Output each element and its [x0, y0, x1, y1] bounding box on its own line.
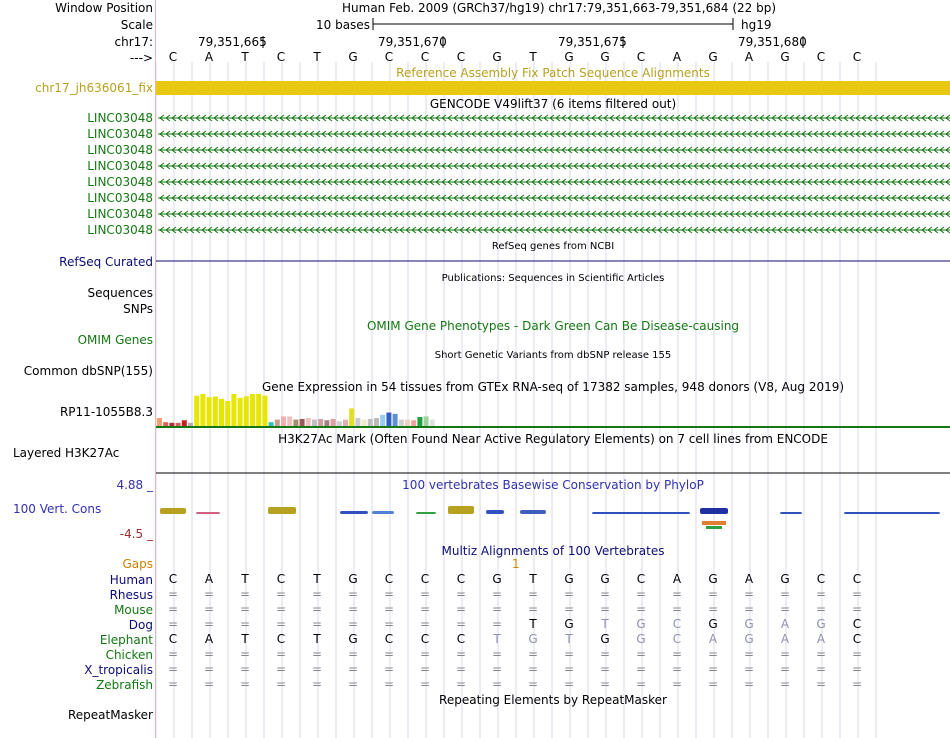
alignment-base: = — [563, 587, 575, 601]
alignment-base: = — [491, 647, 503, 661]
alignment-base: = — [707, 662, 719, 676]
repeatmasker-title: Repeating Elements by RepeatMasker — [439, 693, 667, 707]
alignment-base: G — [564, 617, 574, 631]
alignment-base: = — [455, 617, 467, 631]
gencode-item-2[interactable]: LINC03048 — [87, 127, 153, 141]
phylop-glyph — [448, 506, 474, 514]
alignment-base: = — [491, 677, 503, 691]
gtex-bar — [386, 413, 391, 426]
gtex-bar — [368, 419, 373, 426]
alignment-base: = — [419, 677, 431, 691]
alignment-base: = — [743, 662, 755, 676]
gaps-label: Gaps — [122, 557, 153, 571]
gtex-bar — [393, 414, 398, 426]
base-letter: G — [780, 50, 790, 64]
phylop-glyph — [592, 512, 690, 514]
base-letter: C — [456, 50, 466, 64]
gtex-bar — [157, 418, 162, 426]
base-letter: A — [744, 50, 754, 64]
phylop-glyph — [372, 511, 394, 514]
alignment-base: = — [239, 662, 251, 676]
alignment-base: = — [419, 662, 431, 676]
species-label-mouse[interactable]: Mouse — [114, 603, 153, 617]
alignment-base: G — [708, 572, 718, 586]
phylop-glyph — [268, 507, 296, 514]
alignment-base: C — [384, 572, 394, 586]
alignment-base: C — [852, 632, 862, 646]
alignment-base: = — [383, 587, 395, 601]
alignment-base: = — [383, 677, 395, 691]
conservation-min-label: -4.5 _ — [119, 527, 153, 541]
alignment-base: = — [815, 647, 827, 661]
base-letter: G — [564, 50, 574, 64]
alignment-base: = — [563, 662, 575, 676]
alignment-base: = — [455, 662, 467, 676]
alignment-base: = — [275, 587, 287, 601]
conservation-title: 100 vertebrates Basewise Conservation by PhyloP — [402, 478, 704, 492]
gtex-bar — [207, 397, 212, 426]
alignment-base: = — [527, 587, 539, 601]
phylop-glyph — [700, 508, 728, 514]
alignment-base: = — [311, 617, 323, 631]
gtex-bar — [424, 416, 429, 426]
gtex-bar — [176, 423, 181, 426]
alignment-base: = — [671, 587, 683, 601]
species-label-human[interactable]: Human — [109, 573, 153, 587]
alignment-base: T — [241, 572, 249, 586]
gencode-item-6[interactable]: LINC03048 — [87, 191, 153, 205]
alignment-base: = — [419, 602, 431, 616]
gtex-bar — [200, 394, 205, 426]
fix-patch-title: Reference Assembly Fix Patch Sequence Alignments — [396, 66, 710, 80]
alignment-base: = — [743, 677, 755, 691]
alignment-base: = — [815, 677, 827, 691]
species-label-dog[interactable]: Dog — [128, 618, 153, 632]
conservation-max-label: 4.88 _ — [116, 478, 153, 492]
alignment-base: = — [455, 647, 467, 661]
gtex-bar — [213, 397, 218, 426]
alignment-base: = — [275, 647, 287, 661]
chrom-label: chr17: — [114, 35, 153, 49]
gencode-item-5[interactable]: LINC03048 — [87, 175, 153, 189]
phylop-glyph — [416, 512, 436, 514]
alignment-base: = — [851, 677, 863, 691]
alignment-base: G — [492, 572, 502, 586]
alignment-base: T — [493, 632, 501, 646]
alignment-base: T — [565, 632, 573, 646]
gtex-bar — [287, 416, 292, 426]
alignment-base: C — [420, 632, 430, 646]
alignment-base: G — [528, 632, 538, 646]
alignment-base: C — [672, 632, 682, 646]
gtex-bar — [331, 419, 336, 426]
refseq-title: RefSeq genes from NCBI — [491, 241, 615, 252]
alignment-base: = — [347, 647, 359, 661]
gencode-item-8[interactable]: LINC03048 — [87, 223, 153, 237]
phylop-negative-glyph — [702, 521, 726, 525]
alignment-base: = — [347, 677, 359, 691]
alignment-base: = — [347, 617, 359, 631]
gtex-bar — [238, 398, 243, 426]
alignment-base: T — [241, 632, 249, 646]
alignment-base: G — [600, 572, 610, 586]
alignment-base: = — [419, 647, 431, 661]
gtex-bar — [275, 420, 280, 426]
alignment-base: = — [527, 677, 539, 691]
gtex-bar — [312, 420, 317, 426]
alignment-base: C — [276, 632, 286, 646]
alignment-base: = — [167, 617, 179, 631]
phylop-glyph — [160, 508, 186, 514]
gtex-bar — [318, 419, 323, 426]
gtex-bar — [225, 401, 230, 426]
h3k27ac-title: H3K27Ac Mark (Often Found Near Active Regulatory Elements) on 7 cell lines from ENCODE — [278, 432, 828, 446]
base-letter: G — [348, 50, 358, 64]
gtex-bar — [169, 423, 174, 426]
alignment-base: = — [815, 602, 827, 616]
alignment-base: G — [348, 572, 358, 586]
gtex-bar — [300, 419, 305, 426]
alignment-base: = — [599, 587, 611, 601]
alignment-base: C — [672, 617, 682, 631]
gtex-label[interactable]: RP11-1055B8.3 — [59, 405, 153, 419]
gencode-title: GENCODE V49lift37 (6 items filtered out) — [429, 97, 677, 111]
alignment-base: = — [167, 677, 179, 691]
alignment-base: = — [455, 587, 467, 601]
alignment-base: C — [636, 572, 646, 586]
base-letter: C — [168, 50, 178, 64]
alignment-base: = — [491, 662, 503, 676]
gencode-item-1[interactable]: LINC03048 — [87, 111, 153, 125]
alignment-base: = — [707, 587, 719, 601]
gencode-item-4[interactable]: LINC03048 — [87, 159, 153, 173]
alignment-base: = — [779, 662, 791, 676]
alignment-base: = — [599, 647, 611, 661]
alignment-base: = — [239, 587, 251, 601]
publications-title: Publications: Sequences in Scientific Articles — [441, 273, 665, 284]
phylop-glyph — [844, 512, 940, 514]
multiz-title: Multiz Alignments of 100 Vertebrates — [441, 544, 665, 558]
alignment-base: = — [671, 602, 683, 616]
gtex-bar — [337, 421, 342, 426]
scale-text: 10 bases — [316, 18, 370, 32]
ruler-position-1: 79,351,665 — [198, 35, 267, 49]
alignment-base: = — [455, 602, 467, 616]
alignment-base: = — [239, 677, 251, 691]
ruler-position-2: 79,351,670 — [378, 35, 447, 49]
gtex-bar — [188, 423, 193, 426]
alignment-base: C — [384, 632, 394, 646]
gtex-bar — [231, 394, 236, 426]
species-label-rhesus[interactable]: Rhesus — [109, 588, 153, 602]
gtex-bar — [430, 420, 435, 426]
alignment-base: = — [779, 587, 791, 601]
alignment-base: = — [779, 677, 791, 691]
scale-label: Scale — [120, 18, 153, 32]
alignment-base: G — [744, 632, 754, 646]
alignment-base: = — [275, 602, 287, 616]
alignment-base: = — [707, 677, 719, 691]
base-letter: C — [852, 50, 862, 64]
base-letter: C — [384, 50, 394, 64]
window-title: Human Feb. 2009 (GRCh37/hg19) chr17:79,351,663-79,351,684 (22 bp) — [342, 1, 777, 15]
base-letter: C — [276, 50, 286, 64]
phylop-glyph — [780, 512, 802, 514]
alignment-base: A — [780, 617, 790, 631]
gencode-item-3[interactable]: LINC03048 — [87, 143, 153, 157]
gtex-bar — [343, 420, 348, 426]
fix-patch-bar — [156, 81, 950, 95]
alignment-base: = — [311, 587, 323, 601]
alignment-base: C — [456, 632, 466, 646]
alignment-base: C — [420, 572, 430, 586]
alignment-base: = — [527, 602, 539, 616]
phylop-negative-glyph — [706, 526, 722, 529]
alignment-base: C — [852, 572, 862, 586]
alignment-base: = — [347, 602, 359, 616]
alignment-base: = — [311, 662, 323, 676]
alignment-base: = — [851, 647, 863, 661]
dbsnp-label[interactable]: Common dbSNP(155) — [23, 364, 153, 378]
alignment-base: G — [564, 572, 574, 586]
alignment-base: = — [203, 662, 215, 676]
gtex-bar — [362, 420, 367, 426]
alignment-base: T — [313, 632, 321, 646]
alignment-base: = — [599, 662, 611, 676]
alignment-base: = — [311, 677, 323, 691]
alignment-base: = — [815, 587, 827, 601]
alignment-base: = — [167, 662, 179, 676]
gtex-bar — [355, 418, 360, 426]
alignment-base: = — [851, 587, 863, 601]
alignment-base: = — [527, 647, 539, 661]
publications-snps-label[interactable]: SNPs — [123, 302, 153, 316]
alignment-base: = — [743, 602, 755, 616]
gtex-title: Gene Expression in 54 tissues from GTEx RNA-seq of 17382 samples, 948 donors (V8, Aug 2019) — [261, 380, 845, 394]
alignment-base: A — [204, 632, 214, 646]
gtex-bar — [349, 408, 354, 426]
gtex-bar — [182, 420, 187, 426]
alignment-base: = — [275, 662, 287, 676]
base-letter: C — [636, 50, 646, 64]
fix-patch-label[interactable]: chr17_jh636061_fix — [35, 81, 153, 95]
alignment-base: A — [672, 572, 682, 586]
alignment-base: = — [239, 617, 251, 631]
base-letter: C — [816, 50, 826, 64]
window-position-label: Window Position — [55, 1, 153, 15]
alignment-base: A — [744, 572, 754, 586]
refseq-label[interactable]: RefSeq Curated — [59, 255, 153, 269]
alignment-base: = — [203, 587, 215, 601]
alignment-base: = — [167, 602, 179, 616]
alignment-base: G — [816, 617, 826, 631]
alignment-base: = — [815, 662, 827, 676]
alignment-base: = — [671, 677, 683, 691]
alignment-base: A — [816, 632, 826, 646]
gtex-bar — [269, 422, 274, 426]
gencode-item-7[interactable]: LINC03048 — [87, 207, 153, 221]
species-label-elephant[interactable]: Elephant — [99, 633, 153, 647]
repeatmasker-label[interactable]: RepeatMasker — [67, 708, 153, 722]
phylop-glyph — [196, 512, 220, 514]
alignment-base: G — [600, 632, 610, 646]
alignment-base: = — [491, 617, 503, 631]
base-letter: T — [313, 50, 321, 64]
alignment-base: = — [311, 647, 323, 661]
alignment-base: = — [563, 647, 575, 661]
gap-marker: 1 — [512, 557, 520, 571]
alignment-base: = — [347, 662, 359, 676]
base-letter: A — [204, 50, 214, 64]
ruler-position-3: 79,351,675 — [558, 35, 627, 49]
alignment-base: C — [168, 632, 178, 646]
alignment-base: = — [419, 617, 431, 631]
alignment-base: = — [671, 647, 683, 661]
alignment-base: C — [168, 572, 178, 586]
base-letter: T — [529, 50, 537, 64]
alignment-base: = — [707, 647, 719, 661]
alignment-base: C — [852, 617, 862, 631]
alignment-base: = — [635, 647, 647, 661]
alignment-base: = — [311, 602, 323, 616]
gtex-bar — [399, 420, 404, 426]
alignment-base: T — [529, 617, 537, 631]
alignment-base: = — [851, 602, 863, 616]
gtex-bar — [374, 418, 379, 426]
alignment-base: = — [491, 587, 503, 601]
alignment-base: = — [383, 602, 395, 616]
phylop-glyph — [520, 510, 546, 514]
alignment-base: = — [599, 602, 611, 616]
alignment-base: = — [743, 587, 755, 601]
alignment-base: = — [203, 617, 215, 631]
species-label-x-tropicalis[interactable]: X_tropicalis — [84, 663, 153, 677]
alignment-base: = — [599, 677, 611, 691]
gtex-bar — [380, 415, 385, 426]
base-letter: G — [708, 50, 718, 64]
alignment-base: T — [313, 572, 321, 586]
alignment-base: = — [203, 647, 215, 661]
h3k27ac-label[interactable]: Layered H3K27Ac — [13, 446, 120, 460]
base-letter: G — [492, 50, 502, 64]
alignment-base: = — [671, 662, 683, 676]
alignment-base: = — [743, 647, 755, 661]
dbsnp-title: Short Genetic Variants from dbSNP release 155 — [434, 350, 672, 361]
gtex-bar — [405, 420, 410, 426]
alignment-base: = — [383, 662, 395, 676]
base-letter: A — [672, 50, 682, 64]
alignment-base: = — [851, 662, 863, 676]
gtex-bar — [281, 416, 286, 426]
alignment-base: = — [383, 617, 395, 631]
base-letter: C — [420, 50, 430, 64]
phylop-glyph — [340, 511, 368, 514]
alignment-base: G — [708, 617, 718, 631]
alignment-base: = — [383, 647, 395, 661]
alignment-base: G — [636, 617, 646, 631]
species-label-chicken[interactable]: Chicken — [105, 648, 153, 662]
alignment-base: = — [455, 677, 467, 691]
alignment-base: = — [635, 662, 647, 676]
alignment-base: = — [167, 587, 179, 601]
base-letter: T — [241, 50, 249, 64]
ruler-position-4: 79,351,680 — [738, 35, 807, 49]
alignment-base: = — [779, 647, 791, 661]
alignment-base: = — [635, 587, 647, 601]
alignment-base: = — [167, 647, 179, 661]
gtex-bar — [262, 396, 267, 426]
omim-title: OMIM Gene Phenotypes - Dark Green Can Be Disease-causing — [366, 319, 740, 333]
gtex-bar — [417, 417, 422, 426]
omim-label[interactable]: OMIM Genes — [77, 333, 153, 347]
alignment-base: = — [419, 587, 431, 601]
gtex-bar — [324, 420, 329, 426]
alignment-base: = — [779, 602, 791, 616]
alignment-base: = — [203, 602, 215, 616]
alignment-base: = — [527, 662, 539, 676]
alignment-base: = — [635, 677, 647, 691]
gtex-bar — [250, 394, 255, 426]
gtex-bar — [163, 422, 168, 426]
gtex-bar — [306, 418, 311, 426]
base-letter: G — [600, 50, 610, 64]
alignment-base: C — [816, 572, 826, 586]
phylop-glyph — [486, 510, 504, 514]
alignment-base: = — [203, 677, 215, 691]
alignment-base: A — [780, 632, 790, 646]
alignment-base: T — [601, 617, 609, 631]
gtex-bar — [293, 420, 298, 426]
alignment-base: = — [275, 617, 287, 631]
strand-label: ---> — [129, 51, 153, 65]
publications-sequences-label[interactable]: Sequences — [87, 286, 153, 300]
alignment-base: = — [275, 677, 287, 691]
alignment-base: T — [529, 572, 537, 586]
alignment-base: = — [239, 602, 251, 616]
alignment-base: = — [635, 602, 647, 616]
alignment-base: C — [276, 572, 286, 586]
alignment-base: = — [563, 677, 575, 691]
gtex-bar — [194, 396, 199, 426]
species-label-zebrafish[interactable]: Zebrafish — [96, 678, 153, 692]
alignment-base: G — [780, 572, 790, 586]
alignment-base: = — [239, 647, 251, 661]
gtex-bar — [256, 394, 261, 426]
alignment-base: A — [708, 632, 718, 646]
gtex-bar — [411, 420, 416, 426]
conservation-label[interactable]: 100 Vert. Cons — [13, 502, 102, 516]
assembly-label: hg19 — [741, 18, 772, 32]
alignment-base: = — [491, 602, 503, 616]
alignment-base: G — [636, 632, 646, 646]
alignment-base: A — [204, 572, 214, 586]
alignment-base: G — [744, 617, 754, 631]
gtex-bar — [219, 399, 224, 426]
alignment-base: = — [347, 587, 359, 601]
alignment-base: = — [707, 602, 719, 616]
alignment-base: = — [563, 602, 575, 616]
alignment-base: G — [348, 632, 358, 646]
alignment-base: C — [456, 572, 466, 586]
gtex-bar — [244, 396, 249, 426]
